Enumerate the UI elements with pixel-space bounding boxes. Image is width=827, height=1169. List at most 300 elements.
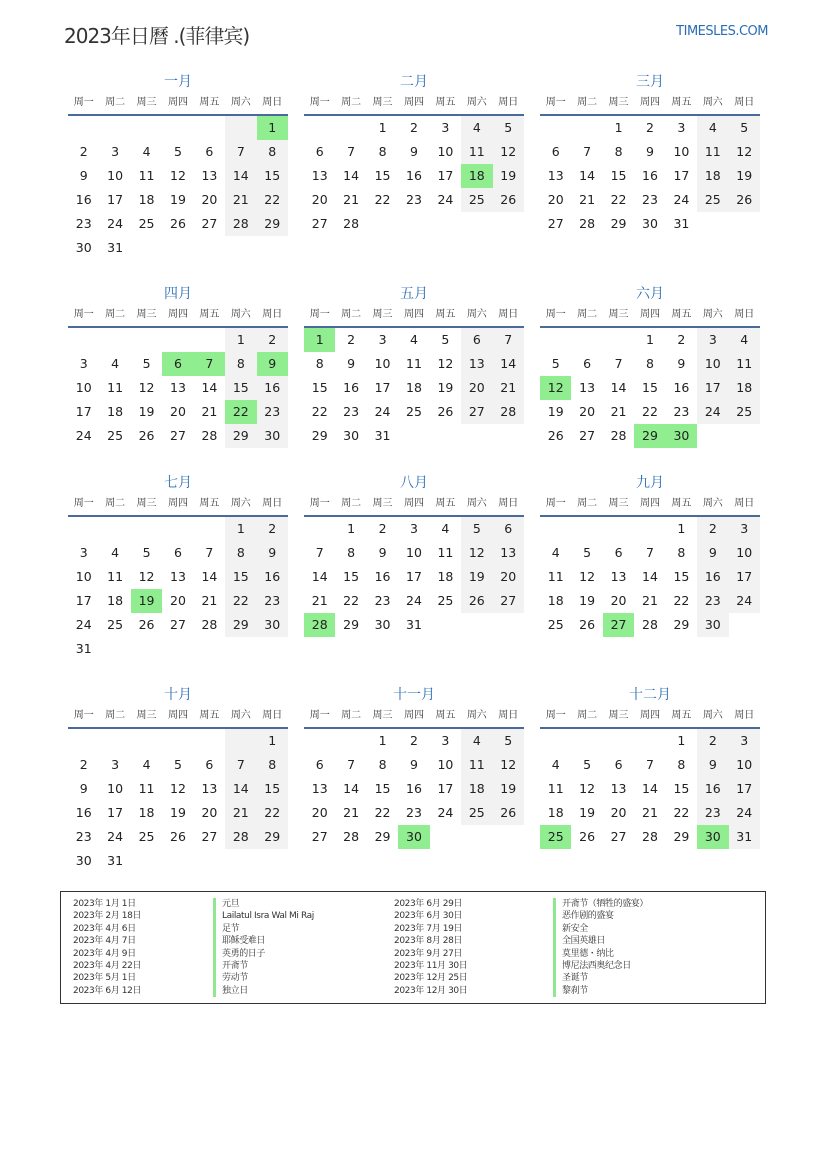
day-cell[interactable]: 18 (461, 164, 492, 188)
day-cell[interactable]: 1 (646, 332, 654, 347)
day-cell[interactable]: 3 (410, 521, 418, 536)
day-cell[interactable]: 15 (642, 380, 658, 395)
day-cell[interactable]: 8 (378, 144, 387, 159)
day-cell[interactable]: 6 (315, 757, 324, 772)
day-cell[interactable]: 7 (614, 356, 623, 371)
day-cell[interactable]: 27 (201, 216, 218, 231)
day-cell[interactable]: 8 (347, 545, 356, 560)
day-cell[interactable]: 27 (610, 829, 627, 844)
day-cell[interactable]: 22 (225, 589, 256, 613)
day-cell[interactable]: 24 (437, 805, 454, 820)
day-cell[interactable]: 3 (378, 332, 387, 347)
day-cell[interactable]: 1 (378, 120, 387, 135)
day-cell[interactable]: 18 (138, 192, 155, 207)
day-cell[interactable]: 13 (311, 781, 328, 796)
day-cell[interactable]: 22 (225, 400, 256, 424)
day-cell[interactable]: 9 (79, 781, 88, 796)
day-cell[interactable]: 27 (311, 216, 328, 231)
day-cell[interactable]: 9 (347, 356, 356, 371)
day-cell[interactable]: 17 (107, 805, 124, 820)
day-cell[interactable]: 13 (493, 541, 524, 565)
day-cell[interactable]: 22 (374, 192, 391, 207)
day-cell[interactable]: 21 (225, 188, 256, 212)
day-cell[interactable]: 9 (378, 545, 387, 560)
day-cell[interactable]: 15 (673, 569, 690, 584)
day-cell[interactable]: 11 (729, 352, 760, 376)
day-cell[interactable]: 11 (547, 569, 564, 584)
day-cell[interactable]: 21 (642, 593, 658, 608)
day-cell[interactable]: 1 (677, 733, 686, 748)
day-cell[interactable]: 29 (311, 428, 328, 443)
day-cell[interactable]: 10 (729, 541, 760, 565)
day-cell[interactable]: 11 (138, 168, 155, 183)
day-cell[interactable]: 11 (461, 140, 492, 164)
day-cell[interactable]: 31 (75, 641, 92, 656)
day-cell[interactable]: 29 (610, 216, 627, 231)
day-cell[interactable]: 21 (343, 805, 360, 820)
day-cell[interactable]: 8 (677, 757, 686, 772)
day-cell[interactable]: 26 (138, 617, 155, 632)
day-cell[interactable]: 31 (673, 216, 690, 231)
day-cell[interactable]: 25 (547, 617, 564, 632)
day-cell[interactable]: 2 (697, 729, 728, 753)
day-cell[interactable]: 3 (79, 545, 88, 560)
day-cell[interactable]: 17 (374, 380, 391, 395)
day-cell[interactable]: 28 (201, 617, 218, 632)
day-cell[interactable]: 25 (697, 188, 728, 212)
day-cell[interactable]: 23 (406, 805, 422, 820)
day-cell[interactable]: 15 (257, 777, 288, 801)
day-cell[interactable]: 17 (697, 376, 728, 400)
day-cell[interactable]: 22 (374, 805, 391, 820)
day-cell[interactable]: 27 (579, 428, 596, 443)
day-cell[interactable]: 3 (111, 757, 120, 772)
day-cell[interactable]: 13 (547, 168, 564, 183)
day-cell[interactable]: 20 (201, 805, 218, 820)
day-cell[interactable]: 16 (75, 805, 92, 820)
day-cell[interactable]: 4 (111, 356, 120, 371)
day-cell[interactable]: 22 (673, 593, 690, 608)
day-cell[interactable]: 15 (374, 168, 391, 183)
day-cell[interactable]: 30 (257, 613, 288, 637)
day-cell[interactable]: 8 (225, 541, 256, 565)
day-cell[interactable]: 20 (493, 565, 524, 589)
day-cell[interactable]: 12 (138, 569, 155, 584)
day-cell[interactable]: 4 (461, 116, 492, 140)
day-cell[interactable]: 23 (673, 404, 690, 419)
day-cell[interactable]: 13 (311, 168, 328, 183)
day-cell[interactable]: 20 (610, 805, 627, 820)
day-cell[interactable]: 28 (579, 216, 596, 231)
day-cell[interactable]: 22 (673, 805, 690, 820)
day-cell[interactable]: 29 (673, 829, 690, 844)
day-cell[interactable]: 24 (729, 801, 760, 825)
day-cell[interactable]: 8 (614, 144, 623, 159)
day-cell[interactable]: 6 (614, 545, 623, 560)
day-cell[interactable]: 21 (579, 192, 596, 207)
day-cell[interactable]: 1 (225, 517, 256, 541)
day-cell[interactable]: 17 (75, 593, 92, 608)
day-cell[interactable]: 19 (131, 589, 162, 613)
day-cell[interactable]: 9 (257, 541, 288, 565)
day-cell[interactable]: 16 (406, 781, 422, 796)
day-cell[interactable]: 14 (343, 168, 360, 183)
day-cell[interactable]: 30 (642, 216, 658, 231)
day-cell[interactable]: 31 (374, 428, 391, 443)
day-cell[interactable]: 6 (315, 144, 324, 159)
day-cell[interactable]: 20 (311, 192, 328, 207)
day-cell[interactable]: 18 (547, 593, 564, 608)
day-cell[interactable]: 7 (347, 757, 356, 772)
day-cell[interactable]: 26 (493, 801, 524, 825)
day-cell[interactable]: 4 (551, 757, 560, 772)
day-cell[interactable]: 22 (257, 801, 288, 825)
day-cell[interactable]: 16 (374, 569, 391, 584)
day-cell[interactable]: 10 (107, 781, 124, 796)
day-cell[interactable]: 2 (257, 517, 288, 541)
day-cell[interactable]: 6 (493, 517, 524, 541)
day-cell[interactable]: 30 (75, 240, 92, 255)
day-cell[interactable]: 26 (437, 404, 454, 419)
day-cell[interactable]: 3 (79, 356, 88, 371)
day-cell[interactable]: 17 (75, 404, 92, 419)
day-cell[interactable]: 25 (406, 404, 422, 419)
day-cell[interactable]: 8 (677, 545, 686, 560)
day-cell[interactable]: 20 (311, 805, 328, 820)
day-cell[interactable]: 11 (437, 545, 454, 560)
day-cell[interactable]: 29 (634, 424, 665, 448)
day-cell[interactable]: 3 (441, 120, 450, 135)
day-cell[interactable]: 28 (343, 829, 360, 844)
day-cell[interactable]: 11 (697, 140, 728, 164)
day-cell[interactable]: 14 (201, 380, 218, 395)
day-cell[interactable]: 30 (697, 825, 728, 849)
day-cell[interactable]: 15 (610, 168, 627, 183)
day-cell[interactable]: 23 (75, 829, 92, 844)
day-cell[interactable]: 21 (610, 404, 627, 419)
day-cell[interactable]: 19 (579, 593, 596, 608)
day-cell[interactable]: 9 (410, 144, 418, 159)
day-cell[interactable]: 5 (441, 332, 450, 347)
day-cell[interactable]: 30 (666, 424, 697, 448)
day-cell[interactable]: 19 (493, 777, 524, 801)
day-cell[interactable]: 20 (461, 376, 492, 400)
day-cell[interactable]: 30 (257, 424, 288, 448)
day-cell[interactable]: 5 (461, 517, 492, 541)
day-cell[interactable]: 14 (610, 380, 627, 395)
day-cell[interactable]: 31 (406, 617, 422, 632)
day-cell[interactable]: 25 (461, 188, 492, 212)
day-cell[interactable]: 8 (646, 356, 654, 371)
day-cell[interactable]: 24 (107, 829, 124, 844)
day-cell[interactable]: 29 (257, 825, 288, 849)
day-cell[interactable]: 16 (697, 777, 728, 801)
day-cell[interactable]: 28 (493, 400, 524, 424)
day-cell[interactable]: 25 (461, 801, 492, 825)
day-cell[interactable]: 30 (697, 613, 728, 637)
day-cell[interactable]: 29 (257, 212, 288, 236)
day-cell[interactable]: 9 (697, 753, 728, 777)
day-cell[interactable]: 28 (225, 825, 256, 849)
day-cell[interactable]: 20 (170, 593, 186, 608)
day-cell[interactable]: 19 (547, 404, 564, 419)
day-cell[interactable]: 11 (406, 356, 422, 371)
day-cell[interactable]: 23 (697, 801, 728, 825)
day-cell[interactable]: 28 (610, 428, 627, 443)
day-cell[interactable]: 24 (75, 428, 92, 443)
day-cell[interactable]: 18 (107, 593, 124, 608)
day-cell[interactable]: 13 (170, 380, 186, 395)
day-cell[interactable]: 30 (75, 853, 92, 868)
day-cell[interactable]: 4 (551, 545, 560, 560)
day-cell[interactable]: 29 (225, 613, 256, 637)
day-cell[interactable]: 24 (697, 400, 728, 424)
day-cell[interactable]: 2 (697, 517, 728, 541)
day-cell[interactable]: 26 (493, 188, 524, 212)
day-cell[interactable]: 5 (174, 144, 182, 159)
day-cell[interactable]: 4 (461, 729, 492, 753)
day-cell[interactable]: 5 (174, 757, 182, 772)
day-cell[interactable]: 10 (406, 545, 422, 560)
day-cell[interactable]: 23 (257, 589, 288, 613)
day-cell[interactable]: 17 (673, 168, 690, 183)
day-cell[interactable]: 22 (343, 593, 360, 608)
day-cell[interactable]: 14 (201, 569, 218, 584)
day-cell[interactable]: 19 (170, 192, 186, 207)
day-cell[interactable]: 16 (343, 380, 360, 395)
day-cell[interactable]: 21 (201, 404, 218, 419)
day-cell[interactable]: 6 (551, 144, 560, 159)
day-cell[interactable]: 21 (642, 805, 658, 820)
day-cell[interactable]: 4 (697, 116, 728, 140)
day-cell[interactable]: 10 (75, 569, 92, 584)
day-cell[interactable]: 16 (406, 168, 422, 183)
day-cell[interactable]: 15 (311, 380, 328, 395)
day-cell[interactable]: 11 (138, 781, 155, 796)
day-cell[interactable]: 10 (673, 144, 690, 159)
day-cell[interactable]: 3 (441, 733, 450, 748)
day-cell[interactable]: 28 (225, 212, 256, 236)
day-cell[interactable]: 2 (410, 733, 418, 748)
day-cell[interactable]: 6 (162, 352, 193, 376)
day-cell[interactable]: 5 (142, 356, 151, 371)
day-cell[interactable]: 19 (493, 164, 524, 188)
day-cell[interactable]: 20 (547, 192, 564, 207)
day-cell[interactable]: 18 (107, 404, 124, 419)
day-cell[interactable]: 13 (201, 168, 218, 183)
day-cell[interactable]: 9 (646, 144, 654, 159)
day-cell[interactable]: 9 (410, 757, 418, 772)
day-cell[interactable]: 12 (729, 140, 760, 164)
day-cell[interactable]: 12 (170, 168, 186, 183)
day-cell[interactable]: 27 (547, 216, 564, 231)
day-cell[interactable]: 12 (579, 569, 596, 584)
day-cell[interactable]: 28 (201, 428, 218, 443)
day-cell[interactable]: 12 (540, 376, 571, 400)
day-cell[interactable]: 6 (205, 144, 214, 159)
day-cell[interactable]: 9 (79, 168, 88, 183)
day-cell[interactable]: 7 (646, 757, 654, 772)
day-cell[interactable]: 17 (406, 569, 422, 584)
day-cell[interactable]: 28 (343, 216, 360, 231)
day-cell[interactable]: 29 (374, 829, 391, 844)
day-cell[interactable]: 8 (315, 356, 324, 371)
day-cell[interactable]: 12 (579, 781, 596, 796)
day-cell[interactable]: 26 (461, 589, 492, 613)
day-cell[interactable]: 1 (257, 729, 288, 753)
day-cell[interactable]: 21 (225, 801, 256, 825)
day-cell[interactable]: 26 (170, 216, 186, 231)
day-cell[interactable]: 22 (642, 404, 658, 419)
day-cell[interactable]: 19 (138, 404, 155, 419)
day-cell[interactable]: 3 (111, 144, 120, 159)
day-cell[interactable]: 21 (201, 593, 218, 608)
day-cell[interactable]: 5 (551, 356, 560, 371)
day-cell[interactable]: 5 (583, 757, 592, 772)
day-cell[interactable]: 27 (603, 613, 634, 637)
day-cell[interactable]: 16 (75, 192, 92, 207)
day-cell[interactable]: 26 (729, 188, 760, 212)
site-brand-link[interactable]: TIMESLES.COM (676, 24, 768, 39)
day-cell[interactable]: 1 (378, 733, 387, 748)
day-cell[interactable]: 2 (79, 144, 88, 159)
day-cell[interactable]: 16 (642, 168, 658, 183)
day-cell[interactable]: 7 (347, 144, 356, 159)
day-cell[interactable]: 31 (107, 853, 124, 868)
day-cell[interactable]: 15 (673, 781, 690, 796)
day-cell[interactable]: 18 (697, 164, 728, 188)
day-cell[interactable]: 4 (410, 332, 418, 347)
day-cell[interactable]: 7 (646, 545, 654, 560)
day-cell[interactable]: 19 (461, 565, 492, 589)
day-cell[interactable]: 25 (138, 829, 155, 844)
day-cell[interactable]: 3 (729, 517, 760, 541)
day-cell[interactable]: 12 (437, 356, 454, 371)
day-cell[interactable]: 10 (437, 144, 454, 159)
day-cell[interactable]: 10 (75, 380, 92, 395)
day-cell[interactable]: 1 (677, 521, 686, 536)
day-cell[interactable]: 21 (311, 593, 328, 608)
day-cell[interactable]: 27 (170, 428, 186, 443)
day-cell[interactable]: 18 (406, 380, 422, 395)
day-cell[interactable]: 7 (205, 545, 214, 560)
day-cell[interactable]: 6 (583, 356, 592, 371)
day-cell[interactable]: 7 (315, 545, 324, 560)
day-cell[interactable]: 16 (673, 380, 690, 395)
day-cell[interactable]: 31 (729, 825, 760, 849)
day-cell[interactable]: 30 (398, 825, 429, 849)
day-cell[interactable]: 18 (729, 376, 760, 400)
day-cell[interactable]: 28 (642, 617, 658, 632)
day-cell[interactable]: 19 (170, 805, 186, 820)
day-cell[interactable]: 13 (170, 569, 186, 584)
day-cell[interactable]: 3 (697, 328, 728, 352)
day-cell[interactable]: 2 (79, 757, 88, 772)
day-cell[interactable]: 13 (610, 781, 627, 796)
day-cell[interactable]: 6 (614, 757, 623, 772)
day-cell[interactable]: 13 (610, 569, 627, 584)
day-cell[interactable]: 9 (677, 356, 686, 371)
day-cell[interactable]: 25 (437, 593, 454, 608)
day-cell[interactable]: 15 (343, 569, 360, 584)
day-cell[interactable]: 12 (461, 541, 492, 565)
day-cell[interactable]: 17 (437, 781, 454, 796)
day-cell[interactable]: 10 (437, 757, 454, 772)
day-cell[interactable]: 28 (642, 829, 658, 844)
day-cell[interactable]: 23 (642, 192, 658, 207)
day-cell[interactable]: 4 (111, 545, 120, 560)
day-cell[interactable]: 16 (257, 565, 288, 589)
day-cell[interactable]: 24 (437, 192, 454, 207)
day-cell[interactable]: 13 (201, 781, 218, 796)
day-cell[interactable]: 27 (461, 400, 492, 424)
day-cell[interactable]: 24 (75, 617, 92, 632)
day-cell[interactable]: 4 (729, 328, 760, 352)
day-cell[interactable]: 2 (646, 120, 654, 135)
day-cell[interactable]: 4 (441, 521, 450, 536)
day-cell[interactable]: 24 (107, 216, 124, 231)
day-cell[interactable]: 10 (374, 356, 391, 371)
day-cell[interactable]: 27 (493, 589, 524, 613)
day-cell[interactable]: 2 (410, 120, 418, 135)
day-cell[interactable]: 1 (347, 521, 356, 536)
day-cell[interactable]: 24 (673, 192, 690, 207)
day-cell[interactable]: 23 (257, 400, 288, 424)
day-cell[interactable]: 14 (225, 777, 256, 801)
day-cell[interactable]: 23 (697, 589, 728, 613)
day-cell[interactable]: 15 (374, 781, 391, 796)
day-cell[interactable]: 17 (729, 777, 760, 801)
day-cell[interactable]: 26 (547, 428, 564, 443)
day-cell[interactable]: 15 (225, 565, 256, 589)
day-cell[interactable]: 25 (729, 400, 760, 424)
day-cell[interactable]: 20 (579, 404, 596, 419)
day-cell[interactable]: 4 (142, 757, 151, 772)
day-cell[interactable]: 20 (201, 192, 218, 207)
day-cell[interactable]: 9 (257, 352, 288, 376)
day-cell[interactable]: 1 (304, 328, 335, 352)
day-cell[interactable]: 12 (493, 753, 524, 777)
day-cell[interactable]: 7 (225, 140, 256, 164)
day-cell[interactable]: 7 (194, 352, 225, 376)
day-cell[interactable]: 3 (677, 120, 686, 135)
day-cell[interactable]: 25 (540, 825, 571, 849)
day-cell[interactable]: 4 (142, 144, 151, 159)
day-cell[interactable]: 22 (610, 192, 627, 207)
day-cell[interactable]: 18 (437, 569, 454, 584)
day-cell[interactable]: 2 (677, 332, 686, 347)
day-cell[interactable]: 18 (547, 805, 564, 820)
day-cell[interactable]: 30 (343, 428, 360, 443)
day-cell[interactable]: 23 (75, 216, 92, 231)
day-cell[interactable]: 11 (547, 781, 564, 796)
day-cell[interactable]: 8 (257, 140, 288, 164)
day-cell[interactable]: 17 (107, 192, 124, 207)
day-cell[interactable]: 25 (138, 216, 155, 231)
day-cell[interactable]: 11 (461, 753, 492, 777)
day-cell[interactable]: 21 (493, 376, 524, 400)
day-cell[interactable]: 22 (311, 404, 328, 419)
day-cell[interactable]: 7 (583, 144, 592, 159)
day-cell[interactable]: 19 (579, 805, 596, 820)
day-cell[interactable]: 21 (343, 192, 360, 207)
day-cell[interactable]: 12 (170, 781, 186, 796)
day-cell[interactable]: 8 (257, 753, 288, 777)
day-cell[interactable]: 25 (107, 428, 124, 443)
day-cell[interactable]: 11 (107, 569, 124, 584)
day-cell[interactable]: 31 (107, 240, 124, 255)
day-cell[interactable]: 12 (138, 380, 155, 395)
